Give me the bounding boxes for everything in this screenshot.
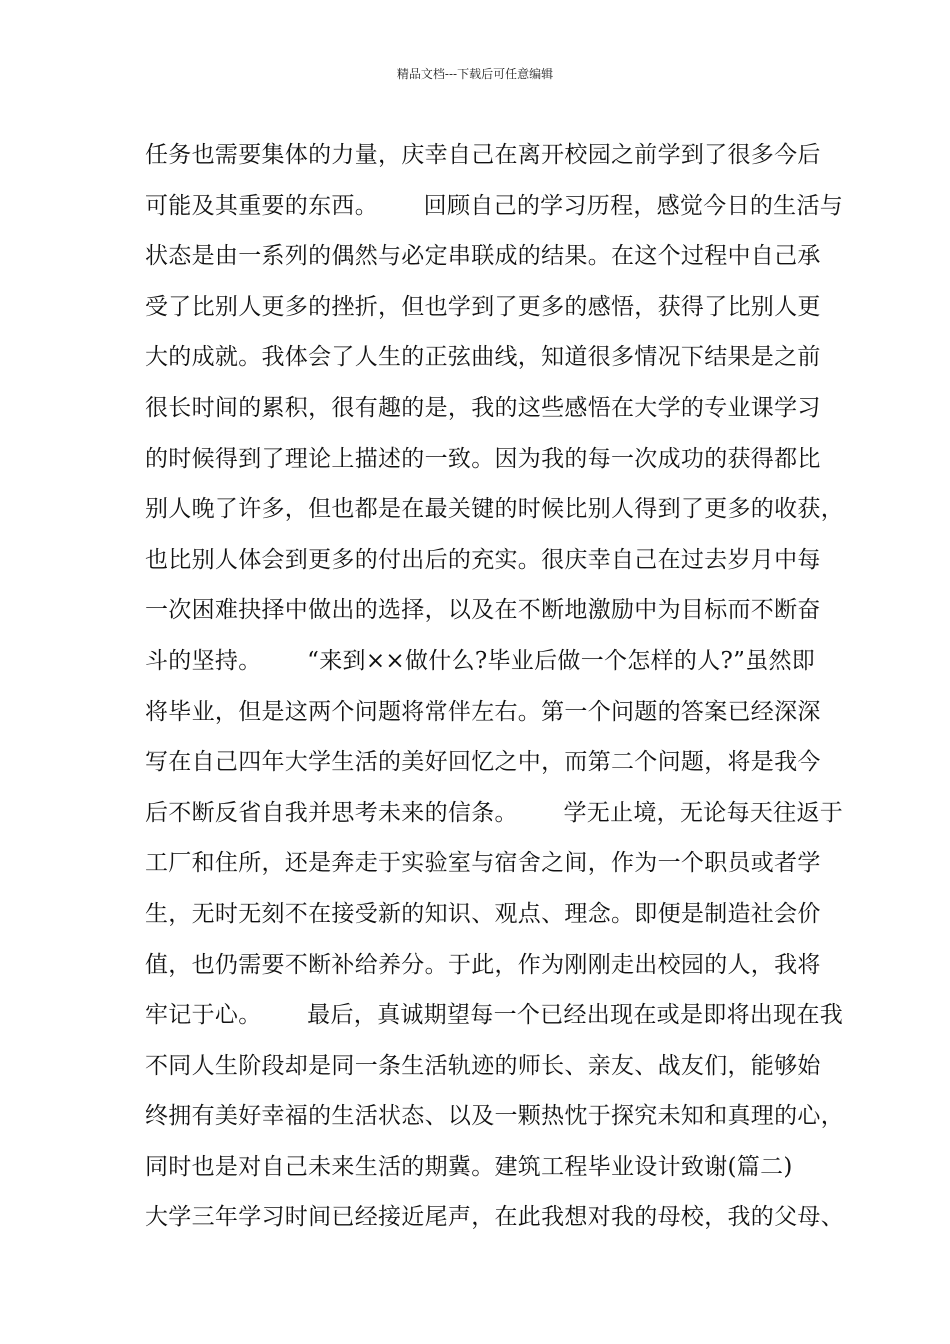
text-line: 大学三年学习时间已经接近尾声，在此我想对我的母校，我的父母、 (145, 1204, 844, 1231)
text-line: 牢记于心。 最后，真诚期望每一个已经出现在或是即将出现在我 (145, 1002, 844, 1029)
text-line: 一次困难抉择中做出的选择，以及在不断地激励中为目标而不断奋 (145, 597, 821, 624)
body-text (145, 130, 844, 1243)
text-line: 工厂和住所，还是奔走于实验室与宿舍之间，作为一个职员或者学 (145, 850, 821, 877)
text-line: 值，也仍需要不断补给养分。于此，作为刚刚走出校园的人，我将 (145, 951, 821, 978)
text-line: 同时也是对自己未来生活的期冀。建筑工程毕业设计致谢(篇二) (145, 1153, 793, 1180)
text-line: 不同人生阶段却是同一条生活轨迹的师长、亲友、战友们，能够始 (145, 1052, 821, 1079)
text-line: 生，无时无刻不在接受新的知识、观点、理念。即便是制造社会价 (145, 900, 821, 927)
text-line: 终拥有美好幸福的生活状态、以及一颗热忱于探究未知和真理的心， (145, 1103, 844, 1130)
text-line: 任务也需要集体的力量，庆幸自己在离开校园之前学到了很多今后 (145, 142, 821, 168)
text-line: 可能及其重要的东西。 回顾自己的学习历程，感觉今日的生活与 (145, 192, 844, 219)
text-line: 也比别人体会到更多的付出后的充实。很庆幸自己在过去岁月中每 (145, 546, 821, 573)
text-line: 写在自己四年大学生活的美好回忆之中，而第二个问题，将是我今 (145, 749, 821, 776)
text-line: 受了比别人更多的挫折，但也学到了更多的感悟，获得了比别人更 (145, 293, 821, 320)
text-line: 很长时间的累积，很有趣的是，我的这些感悟在大学的专业课学习 (145, 394, 821, 421)
text-line: 状态是由一系列的偶然与必定串联成的结果。在这个过程中自己承 (145, 243, 821, 270)
text-line: 将毕业，但是这两个问题将常伴左右。第一个问题的答案已经深深 (145, 698, 821, 725)
text-line: 的时候得到了理论上描述的一致。因为我的每一次成功的获得都比 (145, 445, 821, 472)
text-line: 大的成就。我体会了人生的正弦曲线，知道很多情况下结果是之前 (145, 344, 821, 371)
text-line: 斗的坚持。 “来到××做什么?毕业后做一个怎样的人?”虽然即 (145, 647, 816, 674)
text-line: 后不断反省自我并思考未来的信条。 学无止境，无论每天往返于 (145, 799, 844, 826)
page-header: 精品文档---下载后可任意编辑 (396, 67, 554, 81)
text-line: 别人晚了许多，但也都是在最关键的时候比别人得到了更多的收获， (145, 496, 844, 523)
